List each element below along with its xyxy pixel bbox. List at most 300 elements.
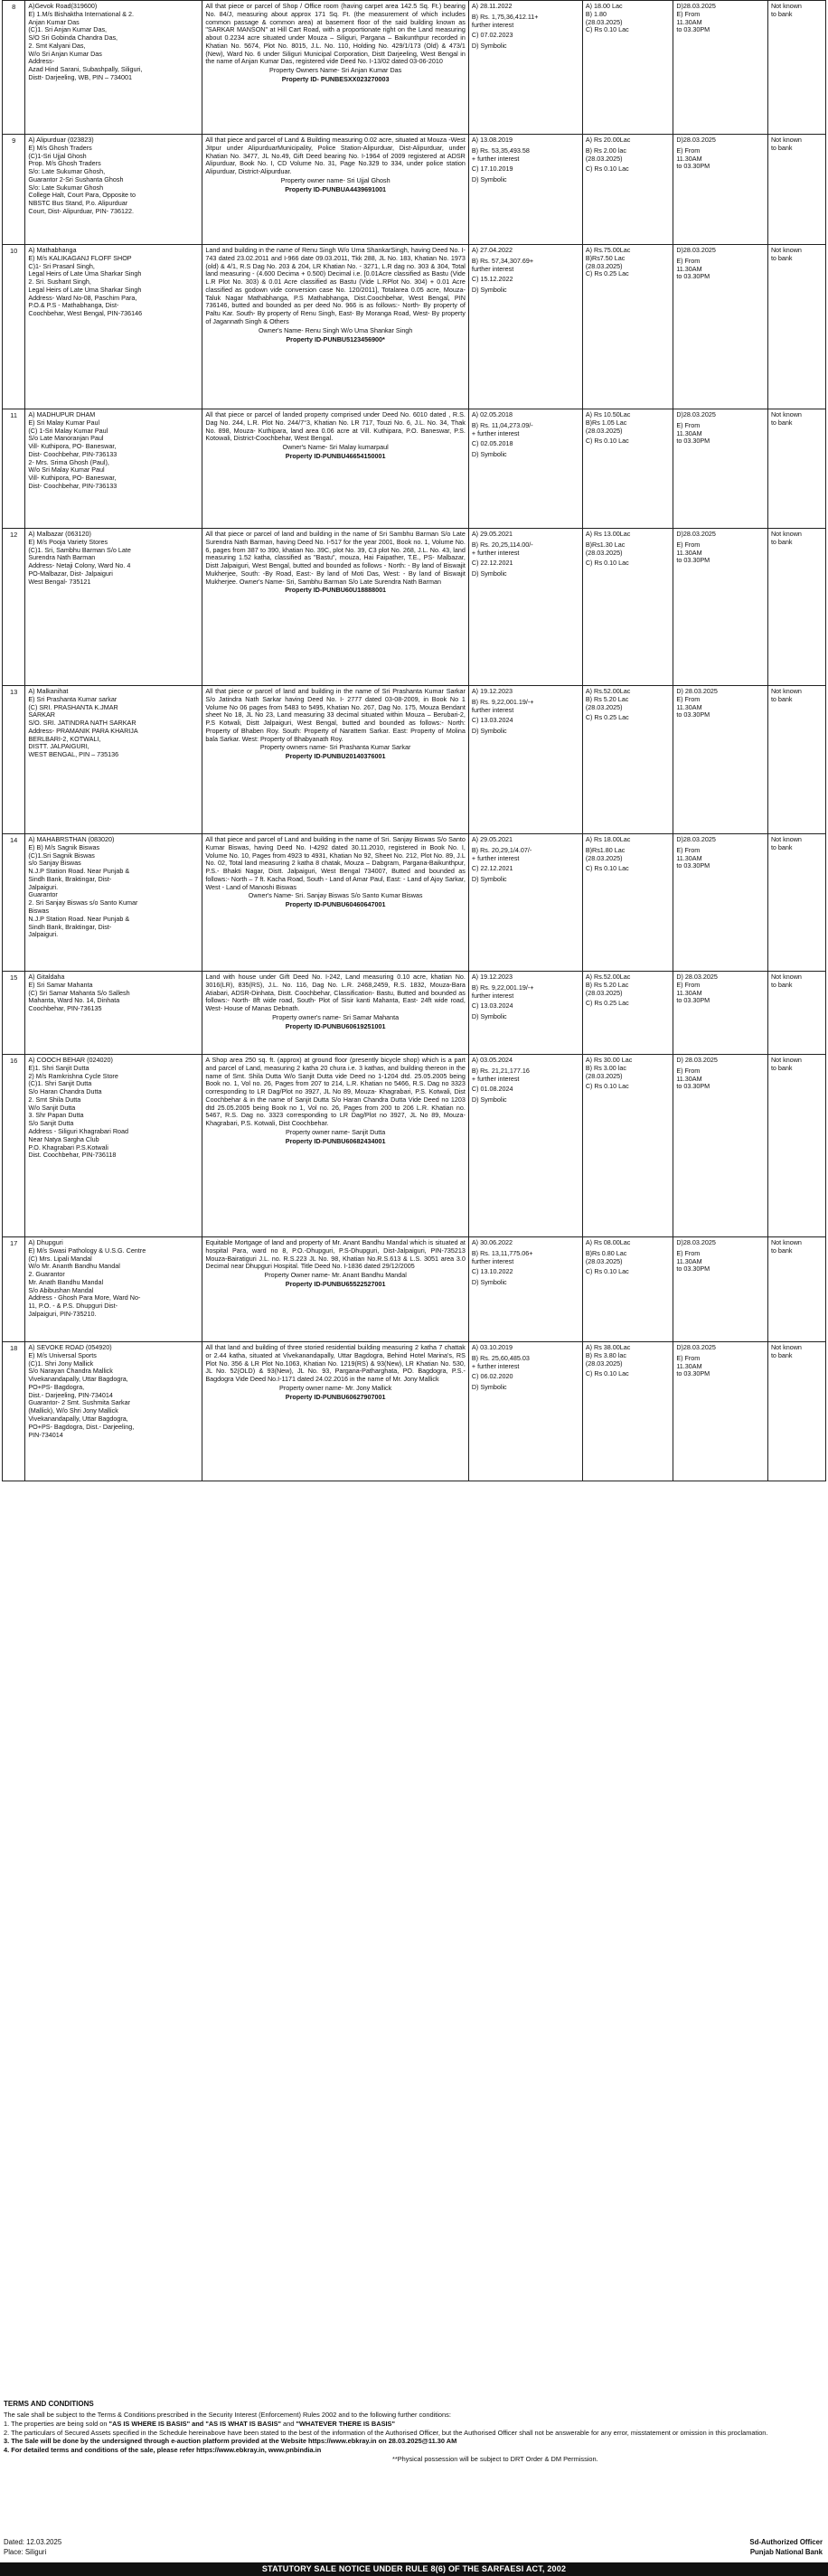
price-line: B)Rs 0.80 Lac xyxy=(585,1248,627,1257)
auction-schedule xyxy=(673,135,768,245)
property-id: Property ID-PUNBUA4439691001 xyxy=(285,184,387,193)
price-line: C) Rs 0.10 Lac xyxy=(585,864,629,873)
demand-line: C) 06.02.2020 xyxy=(471,1372,513,1381)
borrower-line: (C)1-Sri Ujjal Ghosh xyxy=(28,151,87,160)
auction-line: D)28.03.2025 xyxy=(676,1343,716,1351)
price-line: A) Rs 18.00Lac xyxy=(585,835,631,843)
borrower-line: Near Natya Sargha Club xyxy=(28,1134,99,1143)
owner-name: Owner's Name- Sri. Sanjay Biswas S/o Santo Kumar Biswas xyxy=(248,891,423,900)
encumbrance-line: Not known xyxy=(770,835,802,843)
borrower-line: W/o Sanjit Dutta xyxy=(28,1103,76,1112)
auction-schedule xyxy=(673,834,768,972)
borrower-line: A) Malbazar (063120) xyxy=(28,530,91,538)
property-row xyxy=(3,529,826,686)
borrower-line: SARKAR xyxy=(28,710,55,719)
price-line: B) Rs 5.20 Lac xyxy=(585,694,629,703)
borrower-line: S/o Haran Chandra Dutta xyxy=(28,1087,102,1096)
demand-line: A) 03.10.2019 xyxy=(471,1343,513,1351)
demand-line: B) Rs. 20,25,114.00/- xyxy=(471,540,533,549)
auction-line: E) From xyxy=(676,845,701,854)
borrower-line: Dist. Coochbehar, PIN-736118 xyxy=(28,1151,117,1160)
borrower-line: E) M/s Ghosh Traders xyxy=(28,143,92,152)
description-text: Land and building in the name of Renu Singh W/o Uma ShankarSingh, having Deed No. I-743 dated 23.02.2011 and I-966 date 09.03.2011, Tkk 288, JL No. 183, Khatian No. 1973 (old) & 4/1, R.S Dag No. 203 & 204, LR Khatian No. - 3271, L.R dag no. 303 & 304, Total land measuring - (4.600 Decima + 0.500) Decimal i.e. [0.01Acre classified as Bastu (Vide L.R Plot No. 303) & 0.01 Acre classified as Bastu (Vide L.RPlot No. 304) + 0.01 Acre classified as godown vide conversion case No. 120/2011], Totalarea 0.05 acre, Mouza-Taluk Nagar Mathabhanga, P.S Mathabhanga, Dist.Coochbehar, West Bengal, PIN 736146, butted and bounded as per deed No. 966 is as follows:- North- By property of Paltu Kar. South- By property of Renu Singh, East- By Moranga Road, West- By property of Jagannath Singh & Others xyxy=(205,246,466,326)
borrower-line: S/o Sanjit Dutta xyxy=(28,1119,74,1128)
borrower-line: Sindh Bank, Braktingar, Dist- xyxy=(28,922,112,931)
description-text: All that piece and parcel of Land and building in the name of Sri. Sanjay Biswas S/o Santo Kumar Biswas, having Deed No. I-4292 dated 30.11.2010, registered in Book No. I, Volume No. 10, Pages from 4923 to 4931, Khatian No 92, Sheet No. 212, Plot No. 89, J.L No. 02, Total land measuring 2 katha 8 chatak, Mouza – Dabgram, Pargana-Baikunthpur, P.S.- Bhakti Nagar, Distt. Jalpaiguri, West Bengal 734007, Butted and bounded as follows:- North – 7 ft. Kacha Road, South - Land of Amar Paul, East: - Land of Ajoy Sarkar, West - Land of Manoshi Biswas xyxy=(205,835,466,891)
encumbrance-line: to bank xyxy=(770,143,793,152)
demand-line: further interest xyxy=(471,264,514,273)
signatory-title: Sd-Authorized Officer xyxy=(749,2538,823,2546)
property-id: Property ID-PUNBU65522527001 xyxy=(285,1279,386,1288)
borrower-details xyxy=(25,1342,202,1481)
demand-line: further interest xyxy=(471,991,514,1000)
auction-line: 11.30AM xyxy=(676,428,702,437)
borrower-line: 2. Sri. Sushant Singh, xyxy=(28,277,91,287)
demand-line: D) Symbolic xyxy=(471,1012,507,1021)
auction-line: to 03.30PM xyxy=(676,25,710,34)
price-line: B) Rs 3.00 lac xyxy=(585,1063,626,1072)
borrower-line: PO+PS- Bagdogra, Dist.- Darjeeling, xyxy=(28,1422,135,1431)
borrower-line: s/o Sanjay Biswas xyxy=(28,859,81,868)
auction-line: to 03.30PM xyxy=(676,710,710,719)
price-line: (28.03.2025) xyxy=(585,853,623,862)
encumbrance-line: to bank xyxy=(770,253,793,262)
demand-line: B) Rs. 21,21,177.16 xyxy=(471,1066,530,1075)
borrower-line: Vill- Kuthipora, PO- Baneswar, xyxy=(28,474,117,483)
borrower-line: E) M/s KALIKAGANJ FLOFF SHOP xyxy=(28,253,132,262)
borrower-line: BERLBARI-2, KOTWALI, xyxy=(28,734,101,743)
encumbrance-line: Not known xyxy=(770,410,802,418)
auction-line: D)28.03.2025 xyxy=(676,2,716,10)
borrower-line: S/O Sri Gobinda Chandra Das, xyxy=(28,33,118,42)
auction-schedule xyxy=(673,529,768,686)
borrower-line: (C)1.Sri Sagnik Biswas xyxy=(28,851,95,860)
encumbrance xyxy=(767,135,825,245)
description-text: All that piece or parcel of Shop / Office room (having carpet area 142.5 Sq. Ft.) bearing No. 84/J, measuring about approx 171 Sq. Ft. (the measurement of which includes common passage & common area) at basement floor of the said building known as "SARKAR MANSON" at Hill Cart Road, with a proportionate right on the Land measuring about 0.2234 acre situated under Mouza – Siliguri, Pargana – Baikunthpur recorded in Khatian No. 5674, Plot No. 8015, J.L. No. 110, Holding No. 429/1/173 (Old) & 473/1 (New), Ward No. 6 under Siliguri Municipal Corporation, Distt Darjeeling, West Bengal in the name of Anjan Kumar Das, registered vide Deed No. I-13/02 dated 03-06-2010 xyxy=(205,2,466,66)
encumbrance-line: Not known xyxy=(770,1056,802,1064)
reserve-price-details xyxy=(582,409,673,529)
borrower-line: Dist- Coochbehar, PIN-736133 xyxy=(28,449,118,458)
price-line: (28.03.2025) xyxy=(585,702,623,711)
auction-schedule xyxy=(673,972,768,1055)
demand-line: D) Symbolic xyxy=(471,1383,507,1392)
borrower-line: Address - Ghosh Para More, Ward No- xyxy=(28,1293,141,1302)
serial-number: 15 xyxy=(3,972,25,1055)
borrower-line: (C) Mrs. Lipali Mandal xyxy=(28,1254,92,1263)
demand-line: D) Symbolic xyxy=(471,1095,507,1105)
property-id: Property ID-PUNBU60627907001 xyxy=(285,1392,386,1401)
auction-line: 11.30AM xyxy=(676,702,702,711)
price-line: A) Rs.75.00Lac xyxy=(585,246,631,254)
auction-line: 11.30AM xyxy=(676,548,702,557)
borrower-line: Dist.- Darjeeling, PIN-734014 xyxy=(28,1390,113,1399)
auction-line: D)28.03.2025 xyxy=(676,410,716,418)
borrower-line: 2. Smt Shila Dutta xyxy=(28,1095,81,1104)
borrower-line: A)Gevok Road(319600) xyxy=(28,2,98,10)
encumbrance-line: Not known xyxy=(770,1238,802,1246)
property-row xyxy=(3,834,826,972)
borrower-details xyxy=(25,972,202,1055)
borrower-line: S/O. SRI. JATINDRA NATH SARKAR xyxy=(28,719,136,728)
owner-name: Owner's Name- Sri Malay kumarpaul xyxy=(282,443,389,452)
property-row xyxy=(3,972,826,1055)
property-id: Property ID-PUNBU60460647001 xyxy=(285,900,386,909)
owner-name: Property owner name- Mr. Jony Mallick xyxy=(279,1383,392,1392)
borrower-line: Address- xyxy=(28,57,55,66)
demand-line: C) 13.03.2024 xyxy=(471,1001,513,1011)
borrower-line: Address- PRAMANIK PARA KHARIJA xyxy=(28,726,138,735)
demand-line: B) Rs. 1,75,36,412.11+ xyxy=(471,12,539,21)
price-line: A) Rs 10.50Lac xyxy=(585,410,631,418)
auction-schedule xyxy=(673,686,768,834)
auction-schedule xyxy=(673,1237,768,1342)
borrower-line: PO+PS- Bagdogra, xyxy=(28,1382,85,1391)
reserve-price-details xyxy=(582,1,673,135)
auction-line: to 03.30PM xyxy=(676,272,710,281)
borrower-line: S/o: Late Sukumar Ghosh, xyxy=(28,167,106,176)
auction-line: D) 28.03.2025 xyxy=(676,973,718,981)
property-id: Property ID-PUNBU46654150001 xyxy=(285,451,386,460)
borrower-line: (C) SRI. PRASHANTA K.JMAR xyxy=(28,702,118,711)
terms-footnote: **Physical possession will be subject to DRT Order & DM Permission. xyxy=(392,2454,598,2463)
borrower-details xyxy=(25,245,202,409)
price-line: A) 18.00 Lac xyxy=(585,2,623,10)
borrower-line: (C)1. Shri Sanjit Dutta xyxy=(28,1079,92,1088)
borrower-details xyxy=(25,135,202,245)
price-line: A) Rs 38.00Lac xyxy=(585,1343,631,1351)
borrower-line: A) MADHUPUR DHAM xyxy=(28,410,96,418)
demand-line: further interest xyxy=(471,705,514,714)
borrower-line: 2. Guarantor xyxy=(28,1270,65,1279)
property-id: Property ID-PUNBU60U18888001 xyxy=(285,586,387,595)
demand-line: D) Symbolic xyxy=(471,286,507,295)
auction-line: D)28.03.2025 xyxy=(676,1238,716,1246)
borrower-line: Guarantor- 2 Smt. Sushmita Sarkar xyxy=(28,1398,131,1407)
demand-notice-details xyxy=(468,834,582,972)
borrower-line: Jalpaiguri, PIN-735210. xyxy=(28,1310,97,1319)
borrower-details xyxy=(25,1,202,135)
owner-name: Owner's Name- Renu Singh W/o Uma Shankar Singh xyxy=(258,325,413,334)
demand-line: D) Symbolic xyxy=(471,569,507,578)
borrower-details xyxy=(25,409,202,529)
encumbrance-line: to bank xyxy=(770,842,793,851)
auction-line: E) From xyxy=(676,1248,701,1257)
auction-line: to 03.30PM xyxy=(676,996,710,1005)
reserve-price-details xyxy=(582,834,673,972)
auction-line: E) From xyxy=(676,694,701,703)
property-description xyxy=(202,686,469,834)
notice-place: Place: Siliguri xyxy=(4,2547,47,2556)
terms-intro: The sale shall be subject to the Terms & Conditions prescribed in the Security Interest (Enforcement) Rules 2002 and to the following further conditions: xyxy=(4,2411,451,2420)
borrower-line: Dist- Coochbehar, PIN-736133 xyxy=(28,482,118,491)
auction-line: to 03.30PM xyxy=(676,861,710,870)
borrower-line: N.J.P Station Road. Near Punjab & xyxy=(28,914,130,923)
price-line: B) Rs 5.20 Lac xyxy=(585,980,629,989)
auction-schedule xyxy=(673,1342,768,1481)
demand-notice-details xyxy=(468,1342,582,1481)
reserve-price-details xyxy=(582,529,673,686)
borrower-line: Biswas xyxy=(28,907,50,916)
auction-schedule xyxy=(673,1055,768,1237)
borrower-line: PIN-734014 xyxy=(28,1430,63,1439)
serial-number: 18 xyxy=(3,1342,25,1481)
encumbrance xyxy=(767,1055,825,1237)
price-line: (28.03.2025) xyxy=(585,261,623,270)
price-line: B)Rs 1.05 Lac xyxy=(585,418,627,427)
borrower-line: W/o Sri Anjan Kumar Das xyxy=(28,49,102,58)
demand-line: A) 30.06.2022 xyxy=(471,1238,513,1246)
borrower-line: Address- Netaji Colony, Ward No. 4 xyxy=(28,561,131,570)
demand-notice-details xyxy=(468,409,582,529)
borrower-line: Azad Hind Sarani, Subashpally, Siliguri, xyxy=(28,65,143,74)
property-description xyxy=(202,972,469,1055)
auction-line: D) 28.03.2025 xyxy=(676,1056,718,1064)
serial-number: 10 xyxy=(3,245,25,409)
demand-line: D) Symbolic xyxy=(471,727,507,736)
price-line: (28.03.2025) xyxy=(585,426,623,435)
auction-line: E) From xyxy=(676,256,701,265)
price-line: C) Rs 0.25 Lac xyxy=(585,999,629,1008)
property-row xyxy=(3,409,826,529)
description-text: All that land and building of three storied residential building measuring 2 katha 7 chattak or 2.44 katha, situated at Vivekanandapally, Uttar Bagdogra, Behind Hotel Marina's, RS Plot No. 356 & LR Plot No.1063, Khatian No. 1219(RS) & 93(New), LR Khatian No. 530, JL No. 52(OLD) & 93(New), JL No. 93, Pargana-Patharghata, PO. Bagdogra, P.S.- Bagdogra Vide Deed No.I-1171 dated 24.02.2016 in the name of Mr. Jony Mallick xyxy=(205,1343,466,1384)
auction-line: E) From xyxy=(676,1353,701,1362)
auction-line: 11.30AM xyxy=(676,1256,702,1265)
borrower-line: DISTT. JALPAIGURI, xyxy=(28,742,89,751)
encumbrance-line: Not known xyxy=(770,973,802,981)
demand-notice-details xyxy=(468,245,582,409)
borrower-line: E) Sri Prashanta Kumar sarkar xyxy=(28,694,118,703)
property-row xyxy=(3,1055,826,1237)
property-row xyxy=(3,245,826,409)
price-line: B) Rs 3.80 lac xyxy=(585,1350,626,1359)
auction-line: 11.30AM xyxy=(676,1361,702,1370)
auction-line: 11.30AM xyxy=(676,853,702,862)
borrower-line: E) M/s Pooja Variety Stores xyxy=(28,537,108,546)
borrower-line: Guarantor xyxy=(28,890,58,899)
demand-line: + further interest xyxy=(471,1074,520,1083)
borrower-line: Coochbehar, PIN-736135 xyxy=(28,1004,102,1013)
auction-line: to 03.30PM xyxy=(676,162,710,171)
borrower-line: A) Alipurduar (023823) xyxy=(28,136,94,144)
reserve-price-details xyxy=(582,1055,673,1237)
price-line: C) Rs 0.10 Lac xyxy=(585,437,629,446)
owner-name: Property Owners Name- Sri Anjan Kumar Das xyxy=(269,66,402,75)
demand-line: D) Symbolic xyxy=(471,42,507,51)
property-table xyxy=(2,0,826,1481)
price-line: C) Rs 0.25 Lac xyxy=(585,269,629,278)
demand-notice-details xyxy=(468,686,582,834)
demand-line: B) Rs. 9,22,001.19/-+ xyxy=(471,982,534,992)
demand-line: B) Rs. 57,34,307.69+ xyxy=(471,256,534,265)
price-line: C) Rs 0.10 Lac xyxy=(585,1267,629,1276)
auction-line: D) 28.03.2025 xyxy=(676,687,718,695)
encumbrance-line: to bank xyxy=(770,1246,793,1255)
demand-line: B) Rs. 25,60,485.03 xyxy=(471,1353,530,1362)
borrower-line: Prop. M/s Ghosh Traders xyxy=(28,159,101,168)
serial-number: 17 xyxy=(3,1237,25,1342)
description-text: All that piece or parcel of land and building in the name of Sri Prashanta Kumar Sarkar S/o Jatindra Nath Sarkar having Deed No. I- 2777 dated 03-08-2009, in Book No 1 Volume No 06 pages from 5483 to 5495, Khatian No. 267, Dag No. 175, Mouza Bendant sheet No 18, JL No 23, Land measuring 33 decimal situated within Mouza – Berubari-2, P.S Kotwali, Distt Jalpaiguri, West Bengal, butted and bounded as follows:- North: Property of Bhaben Roy. South: Property of Narattem Sarkar. East: Property of Molina bala Sarkar. West: Property of Bhabyanath Roy. xyxy=(205,687,466,743)
borrower-line: (C) Sri Samar Mahanta S/o Sallesh xyxy=(28,988,130,997)
demand-line: D) Symbolic xyxy=(471,1278,507,1287)
borrower-line: (C)1. Sri Anjan Kumar Das, xyxy=(28,25,108,34)
borrower-line: Sindh Bank, Braktingar, Dist- xyxy=(28,874,112,883)
reserve-price-details xyxy=(582,686,673,834)
description-text: Land with house under Gift Deed No. I-242, Land measuring 0.10 acre, khatian No. 3016(LR), 835(RS), J.L. No. 116, Dag No. L.R. 2468,2459, R.S. 1832, Mouza-Bara Atiabari, ADSR-Dinhata, Distt. Coochbehar, Classification- Bastu, Butted and bounded as follows:- North- 8ft wide road, South- Plot of Sisir kanti Mahanta, East- 24ft wide road, West- House of Manas Debnath. xyxy=(205,973,466,1013)
encumbrance-line: to bank xyxy=(770,537,793,546)
serial-number: 12 xyxy=(3,529,25,686)
borrower-line: A) Mathabhanga xyxy=(28,246,77,254)
price-line: A) Rs.52.00Lac xyxy=(585,973,631,981)
borrower-line: E) M/s Swasi Pathology & U.S.G. Centre xyxy=(28,1246,146,1255)
borrower-line: Surendra Nath Barman xyxy=(28,553,96,562)
borrower-line: Mahanta, Ward No. 14, Dinhata xyxy=(28,996,120,1005)
owner-name: Property owner name- Sanjit Dutta xyxy=(286,1128,386,1137)
notice-date: Dated: 12.03.2025 xyxy=(4,2538,62,2546)
demand-notice-details xyxy=(468,529,582,686)
encumbrance xyxy=(767,972,825,1055)
reserve-price-details xyxy=(582,1342,673,1481)
borrower-line: E)1. Shri Sanjit Dutta xyxy=(28,1063,89,1072)
demand-line: A) 29.05.2021 xyxy=(471,835,513,843)
borrower-line: Legal Heirs of Late Uma Sharkar Singh xyxy=(28,269,142,278)
terms-item-4: 4. For detailed terms and conditions of the sale, please refer https://www.ebkray.in, www.pnbindia.in xyxy=(4,2445,322,2454)
encumbrance-line: Not known xyxy=(770,136,802,144)
borrower-line: Vivekanandapally, Uttar Bagdogra, xyxy=(28,1415,128,1424)
borrower-line: NBSTC Bus Stand, P.o. Alipurduar xyxy=(28,199,128,208)
encumbrance xyxy=(767,1,825,135)
borrower-line: Coochbehar, West Bengal, PIN-736146 xyxy=(28,309,143,318)
borrower-line: Court, Dist- Alipurduar, PIN- 736122. xyxy=(28,207,135,216)
auction-line: E) From xyxy=(676,9,701,18)
encumbrance xyxy=(767,529,825,686)
borrower-line: S/o Narayan Chandra Mallick xyxy=(28,1367,113,1376)
auction-line: D)28.03.2025 xyxy=(676,246,716,254)
borrower-line: W/o Mr. Ananth Bandhu Mandal xyxy=(28,1262,120,1271)
terms-heading: TERMS AND CONDITIONS xyxy=(4,2400,94,2408)
demand-line: C) 15.12.2022 xyxy=(471,275,513,284)
encumbrance-line: Not known xyxy=(770,2,802,10)
auction-line: E) From xyxy=(676,146,701,155)
price-line: A) Rs 08.00Lac xyxy=(585,1238,631,1246)
property-id: Property ID-PUNBU5123456900* xyxy=(286,334,385,343)
demand-line: + further interest xyxy=(471,428,520,437)
property-description xyxy=(202,1,469,135)
demand-line: A) 19.12.2023 xyxy=(471,687,513,695)
property-id: Property ID- PUNBESXX023270003 xyxy=(281,75,390,84)
auction-line: 11.30AM xyxy=(676,154,702,163)
encumbrance-line: to bank xyxy=(770,694,793,703)
property-rows xyxy=(3,1,826,1481)
demand-line: C) 01.08.2024 xyxy=(471,1085,513,1094)
borrower-line: Distt- Darjeeling, WB, PIN – 734001 xyxy=(28,73,133,82)
encumbrance-line: to bank xyxy=(770,1063,793,1072)
auction-schedule xyxy=(673,245,768,409)
auction-line: 11.30AM xyxy=(676,988,702,997)
borrower-line: E) Sri Malay Kumar Paul xyxy=(28,418,100,427)
demand-line: A) 13.08.2019 xyxy=(471,136,513,144)
encumbrance-line: Not known xyxy=(770,1343,802,1351)
borrower-line: Vivekanandapally, Uttar Bagdogra, xyxy=(28,1375,128,1384)
price-line: C) Rs 0.10 Lac xyxy=(585,559,629,568)
owner-name: Property owner name- Sri Ujjal Ghosh xyxy=(280,175,390,184)
encumbrance-line: to bank xyxy=(770,418,793,427)
demand-line: A) 28.11.2022 xyxy=(471,2,513,10)
price-line: A) Rs 13.00Lac xyxy=(585,530,631,538)
borrower-line: A) SEVOKE ROAD (054920) xyxy=(28,1343,112,1351)
price-line: (28.03.2025) xyxy=(585,1256,623,1265)
borrower-details xyxy=(25,529,202,686)
demand-line: + further interest xyxy=(471,154,520,163)
demand-line: D) Symbolic xyxy=(471,875,507,884)
auction-line: to 03.30PM xyxy=(676,1264,710,1274)
borrower-line: 2. Smt Kalyani Das, xyxy=(28,41,86,50)
auction-line: D)28.03.2025 xyxy=(676,835,716,843)
property-id: Property ID-PUNBU60682434001 xyxy=(285,1136,386,1145)
auction-line: E) From xyxy=(676,420,701,429)
encumbrance-line: to bank xyxy=(770,980,793,989)
borrower-line: Address - Siliguri Khagrabari Road xyxy=(28,1127,129,1136)
auction-line: E) From xyxy=(676,980,701,989)
serial-number: 16 xyxy=(3,1055,25,1237)
borrower-details xyxy=(25,834,202,972)
description-text: All that piece or parcel of landed property comprised under Deed No. 6010 dated , R.S. Dag No. 244, L.R. Plot No. 244/7°3, Khatian No. LR 717, Touzi No. 6, J.L. No. 34, Thak No. 898, Mouza- Kuthipara, land area 0.06 acre at Vill. Kuthipara, P.O. Baneswar, P.S. Kotowali, District-Coochbehar, West Bengal. xyxy=(205,410,466,443)
borrower-details xyxy=(25,1055,202,1237)
price-line: B) 1.80 xyxy=(585,9,607,18)
auction-line: 11.30AM xyxy=(676,264,702,273)
property-description xyxy=(202,1055,469,1237)
price-line: C) Rs 0.10 Lac xyxy=(585,165,629,174)
serial-number: 9 xyxy=(3,135,25,245)
property-row xyxy=(3,1237,826,1342)
property-description xyxy=(202,529,469,686)
auction-line: to 03.30PM xyxy=(676,556,710,565)
property-description xyxy=(202,409,469,529)
property-description xyxy=(202,1342,469,1481)
property-row xyxy=(3,1342,826,1481)
borrower-line: P.O. Khagrabari P.S.Kotwali xyxy=(28,1142,108,1152)
encumbrance xyxy=(767,245,825,409)
borrower-line: E) M/s Universal Sports xyxy=(28,1350,97,1359)
owner-name: Property owner's name- Sri Samar Mahanta xyxy=(272,1012,400,1021)
terms-section xyxy=(4,2400,823,2463)
serial-number: 14 xyxy=(3,834,25,972)
encumbrance xyxy=(767,409,825,529)
borrower-line: 2. Sri Sanjay Biswas s/o Santo Kumar xyxy=(28,898,138,907)
borrower-line: Jalpaiguri. xyxy=(28,882,59,891)
property-id: Property ID-PUNBU20140376001 xyxy=(285,752,386,761)
price-line: (28.03.2025) xyxy=(585,548,623,557)
price-line: C) Rs 0.25 Lac xyxy=(585,713,629,722)
price-line: (28.03.2025) xyxy=(585,1359,623,1368)
description-text: A Shop area 250 sq. ft. (approx) at ground floor (presently bicycle shop) which is a part and parcel of Land, measuring 2 katha 20 chura i.e. 3 kathas, and building thereon in the name of Smt. Shila Dutta W/o Sanjit Dutta vide Deed no 1-1204 dtd. 25.05.2005 being Book no. 1, Vol no. 26, Pages from 207 to 214, L.R. Khatian no 5466, R.S. Dag no 3323 corresponding to LR Dag/Plot no 3927, JL No 89, Mouza- Khagrabari, P.S. Kotwali, Dist Coochbehar & in the name of Sanjit Dutta S/o Haran Chandra Dutta Vide Deed no 1203 dtd 25.05.2005 being Book no 1, Vol no. 26, Pages from 200 to 206 L.R. Khatian no. 5467, R.S. Dag no. 3323 corresponding to LR Dag/Plot no 3927, JL No 89, Mouza- Khagrabari, P.S. Kotwali, Dist Coochbehar. xyxy=(205,1056,466,1128)
property-row xyxy=(3,686,826,834)
borrower-line: A) MAHABRSTHAN (083020) xyxy=(28,835,115,843)
property-description xyxy=(202,245,469,409)
borrower-line: Guarantor 2-Sri Sushanta Ghosh xyxy=(28,174,124,183)
borrower-line: 2) M/s Ramkrishna Cycle Store xyxy=(28,1071,118,1080)
borrower-line: 2- Mrs. Srima Ghosh (Paul), xyxy=(28,457,109,466)
demand-line: + further interest xyxy=(471,1361,520,1370)
borrower-line: A) Dhupguri xyxy=(28,1238,63,1246)
borrower-line: (C)1. Sri, Sambhu Barman S/o Late xyxy=(28,545,131,554)
bank-name: Punjab National Bank xyxy=(749,2547,823,2556)
auction-schedule xyxy=(673,1,768,135)
borrower-line: Anjan Kumar Das xyxy=(28,17,80,26)
demand-line: C) 13.10.2022 xyxy=(471,1267,513,1276)
terms-item-2: 2. The particulars of Secured Assets specified in the Schedule hereinabove have been stated to the best of the information of the Authorised Officer, but the Authorised Officer shall not be answerable for any error, misstatement or omission in this proclamation. xyxy=(4,2428,768,2437)
property-id: Property ID-PUNBU60619251001 xyxy=(285,1021,386,1030)
demand-notice-details xyxy=(468,1055,582,1237)
